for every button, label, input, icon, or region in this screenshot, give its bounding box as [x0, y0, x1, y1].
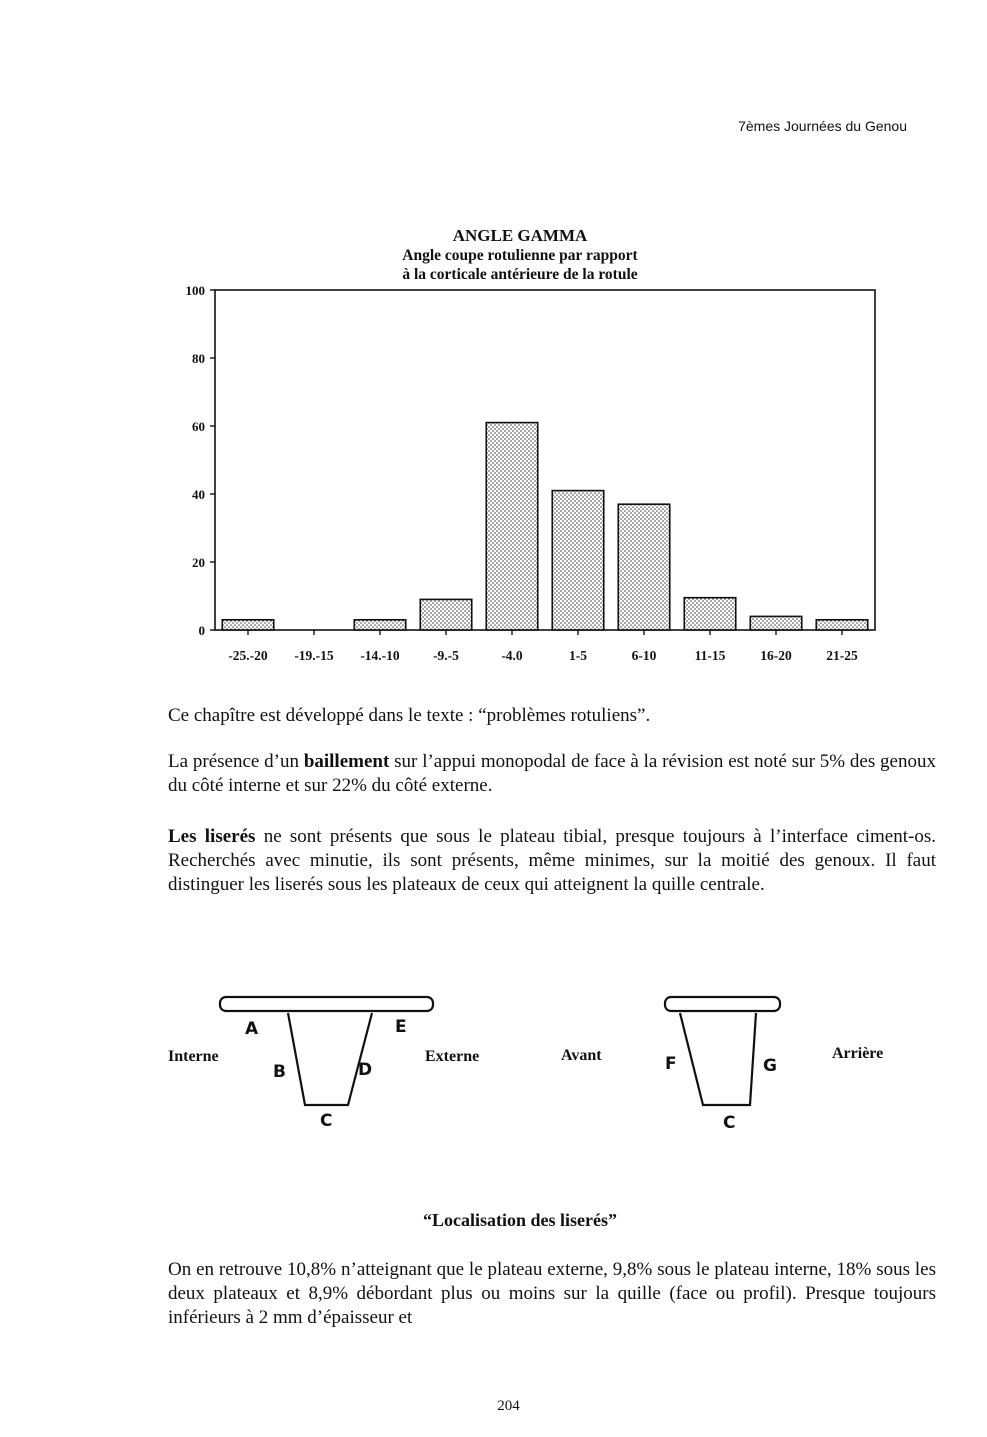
x-axis — [228, 630, 858, 663]
y-tick-label: 40 — [192, 487, 205, 502]
y-tick-label: 0 — [198, 623, 205, 638]
letter-e: E — [395, 1017, 407, 1037]
paragraph-baillement — [168, 750, 936, 798]
p2-bold-term: baillement — [303, 751, 390, 772]
bar — [486, 423, 537, 630]
x-tick-label: 11-15 — [694, 648, 726, 663]
x-tick-label: -25.-20 — [228, 648, 268, 663]
y-tick-label: 100 — [185, 283, 205, 298]
plot-frame — [215, 290, 875, 630]
side-view-component — [665, 997, 780, 1105]
label-arriere: Arrière — [832, 1045, 884, 1062]
bar — [816, 620, 867, 630]
liseres-location-diagram — [160, 985, 880, 1165]
x-tick-label: -19.-15 — [294, 648, 334, 663]
x-tick-label: -9.-5 — [433, 648, 459, 663]
p2-text-end: sur l’appui monopodal de face à la révision est noté sur 5% des genoux du côté interne et sur 22% du côté externe. — [168, 751, 936, 796]
side-keel — [680, 1013, 756, 1105]
y-tick-label: 20 — [192, 555, 205, 570]
paragraph-liseres — [168, 825, 936, 897]
paragraph-percentages: On en retrouve 10,8% n’atteignant que le plateau externe, 9,8% sous le plateau interne, 18% sous les deux plateaux et 8,9% débordant plus ou moins sur la quille (face ou profil). Presque toujours inférieurs à 2 mm d’épaisseur et — [168, 1259, 936, 1328]
x-tick-label: 6-10 — [631, 648, 657, 663]
page-number: 204 — [497, 1398, 520, 1414]
running-header: 7èmes Journées du Genou — [738, 118, 907, 134]
letter-c-side: C — [723, 1113, 736, 1133]
bar — [420, 599, 471, 630]
letter-f: F — [665, 1054, 677, 1074]
label-interne: Interne — [168, 1048, 219, 1065]
side-tray-plate — [665, 997, 780, 1011]
letter-d: D — [358, 1060, 373, 1080]
bar — [354, 620, 405, 630]
p3-bold-term: Les liserés — [168, 826, 256, 847]
letter-g: G — [763, 1056, 777, 1076]
bar — [222, 620, 273, 630]
chart-title: ANGLE GAMMA — [452, 226, 588, 245]
x-tick-label: 21-25 — [826, 648, 858, 663]
chart-subtitle-line-2: à la corticale antérieure de la rotule — [402, 266, 638, 283]
x-tick-label: -14.-10 — [360, 648, 400, 663]
paragraph-chapter-note: Ce chapître est développé dans le texte : “problèmes rotuliens”. — [168, 705, 651, 726]
y-axis — [186, 283, 216, 638]
y-tick-label: 60 — [192, 419, 205, 434]
p2-text-start: La présence d’un — [168, 751, 304, 772]
label-avant: Avant — [561, 1047, 602, 1064]
chart-subtitle — [200, 246, 840, 284]
bar — [750, 616, 801, 630]
bar — [684, 598, 735, 630]
diagram-caption: “Localisation des liserés” — [423, 1210, 617, 1230]
bars-group — [222, 423, 867, 630]
p3-text: ne sont présents que sous le plateau tibial, presque toujours à l’interface ciment-os. Recherchés avec minutie, ils sont présents, même minimes, sur la moitié des genoux. Il faut distinguer les liserés sous les plateaux de ceux qui atteignent la quille centrale. — [168, 826, 936, 895]
letter-a: A — [245, 1019, 259, 1039]
x-tick-label: 16-20 — [760, 648, 792, 663]
bar — [618, 504, 669, 630]
front-tray-plate — [220, 997, 433, 1011]
label-externe: Externe — [425, 1048, 480, 1065]
x-tick-label: -4.0 — [501, 648, 523, 663]
front-keel — [288, 1013, 372, 1105]
bar — [552, 491, 603, 630]
chart-subtitle-line-1: Angle coupe rotulienne par rapport — [402, 247, 638, 264]
letter-c-front: C — [320, 1111, 333, 1131]
angle-gamma-bar-chart — [160, 282, 890, 672]
y-tick-label: 80 — [192, 351, 205, 366]
letter-b: B — [273, 1062, 286, 1082]
front-view-component — [220, 997, 433, 1105]
x-tick-label: 1-5 — [569, 648, 587, 663]
